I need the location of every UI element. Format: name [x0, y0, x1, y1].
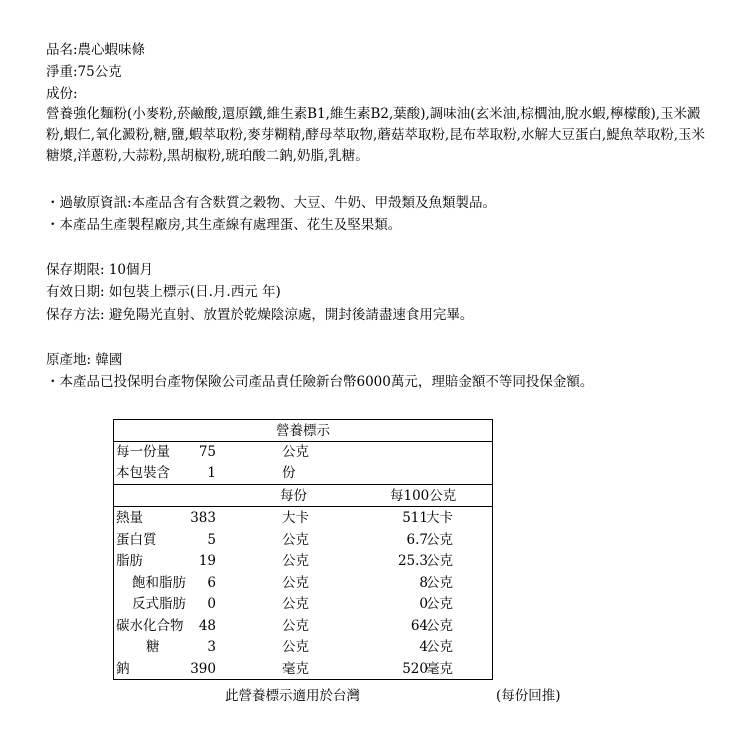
serving-size-label: 每一份量 — [116, 444, 170, 460]
nutrient-unit-per-serving: 大卡 — [282, 510, 309, 526]
expiry-date: 有效日期: 如包裝上標示(日.月.西元 年) — [46, 284, 281, 300]
nutrient-label: 熱量 — [116, 510, 143, 526]
nutrient-value-per-serving: 5 — [207, 531, 216, 548]
nutrient-unit-per-100g: 公克 — [426, 617, 453, 634]
insurance-note: ・本產品已投保明台產物保險公司產品責任險新台幣6000萬元，理賠金額不等同投保金額。 — [46, 374, 594, 390]
nutrient-unit-per-100g: 公克 — [426, 574, 453, 591]
nutrient-unit-per-100g: 公克 — [426, 531, 453, 548]
nutrient-unit-per-100g: 公克 — [426, 639, 453, 655]
divider — [114, 484, 492, 485]
nutrient-value-per-100g: 0 — [419, 596, 428, 612]
nutrient-unit-per-serving: 公克 — [282, 553, 309, 569]
serving-size-unit: 公克 — [282, 444, 309, 460]
servings-unit: 份 — [282, 465, 296, 481]
nutrient-unit-per-serving: 公克 — [282, 596, 309, 612]
nutrient-unit-per-serving: 公克 — [282, 639, 309, 655]
serving-size-value: 75 — [198, 444, 216, 460]
nutrient-value-per-serving: 0 — [207, 596, 216, 612]
nutrient-value-per-100g: 4 — [419, 639, 428, 655]
nutrition-facts-table — [113, 419, 493, 680]
nutrient-value-per-serving: 48 — [198, 617, 216, 634]
divider — [114, 506, 492, 507]
nutrient-value-per-serving: 383 — [190, 510, 216, 526]
nutrient-unit-per-100g: 毫克 — [426, 660, 453, 677]
nutrient-unit-per-100g: 大卡 — [426, 510, 453, 526]
nutrient-unit-per-serving: 公克 — [282, 531, 309, 548]
storage-method: 保存方法: 避免陽光直射、放置於乾燥陰涼處，開封後請盡速食用完畢。 — [46, 307, 474, 323]
col-per-serving: 每份 — [280, 488, 307, 504]
nutrient-unit-per-serving: 公克 — [282, 617, 309, 634]
nutrient-label: 飽和脂肪 — [132, 574, 186, 591]
nutrient-value-per-100g: 25.3 — [397, 553, 428, 569]
nutrient-label: 蛋白質 — [116, 531, 157, 548]
per-serving-note: (每份回推) — [496, 688, 561, 704]
nutrient-unit-per-serving: 公克 — [282, 574, 309, 591]
servings-label: 本包裝含 — [116, 465, 170, 481]
nutrient-value-per-serving: 6 — [207, 574, 216, 591]
product-name: 品名:農心蝦味條 — [46, 42, 146, 58]
nutrient-unit-per-serving: 毫克 — [282, 660, 309, 677]
country-of-origin: 原產地: 韓國 — [46, 352, 123, 368]
nutrient-value-per-100g: 511 — [402, 510, 428, 526]
nutrient-label: 反式脂肪 — [132, 596, 186, 612]
nutrient-value-per-serving: 19 — [198, 553, 216, 569]
nutrition-footnote: 此營養標示適用於台灣 — [225, 688, 360, 704]
nutrient-label: 碳水化合物 — [116, 617, 184, 634]
nutrient-value-per-100g: 8 — [419, 574, 428, 591]
nutrient-value-per-100g: 64 — [410, 617, 428, 634]
nutrient-label: 脂肪 — [116, 553, 143, 569]
nutrient-value-per-100g: 520 — [402, 660, 428, 677]
nutrient-value-per-100g: 6.7 — [406, 531, 428, 548]
nutrient-value-per-serving: 3 — [207, 639, 216, 655]
nutrition-title: 營養標示 — [276, 423, 330, 439]
nutrient-label: 糖 — [146, 639, 160, 655]
production-line-note: ・本產品生產製程廠房,其生產線有處理蛋、花生及堅果類。 — [46, 217, 402, 233]
col-per-100g: 每100公克 — [390, 488, 457, 504]
nutrient-value-per-serving: 390 — [190, 660, 216, 677]
nutrient-unit-per-100g: 公克 — [426, 553, 453, 569]
ingredients-title: 成份: — [46, 86, 78, 102]
net-weight: 淨重:75公克 — [46, 64, 122, 80]
ingredients-text: 營養強化麵粉(小麥粉,菸鹼酸,還原鐵,維生素B1,維生素B2,葉酸),調味油(玄米油,棕櫚油,脫水蝦,檸檬酸),玉米澱粉,蝦仁,氧化澱粉,糖,鹽,蝦萃取粉,麥芽糊精,酵母萃取物,蘑菇萃取粉,昆布萃取粉,水解大豆蛋白,鯷魚萃取粉,玉米糖漿,洋蔥粉,大蒜粉,黑胡椒粉,琥珀酸二鈉,奶脂,乳糖。 — [46, 106, 705, 164]
nutrient-unit-per-100g: 公克 — [426, 596, 453, 612]
allergen-info: ・過敏原資訊:本產品含有含麩質之穀物、大豆、牛奶、甲殼類及魚類製品。 — [46, 195, 497, 211]
nutrient-label: 鈉 — [116, 660, 130, 677]
servings-value: 1 — [207, 465, 216, 481]
shelf-life: 保存期限: 10個月 — [46, 262, 154, 278]
